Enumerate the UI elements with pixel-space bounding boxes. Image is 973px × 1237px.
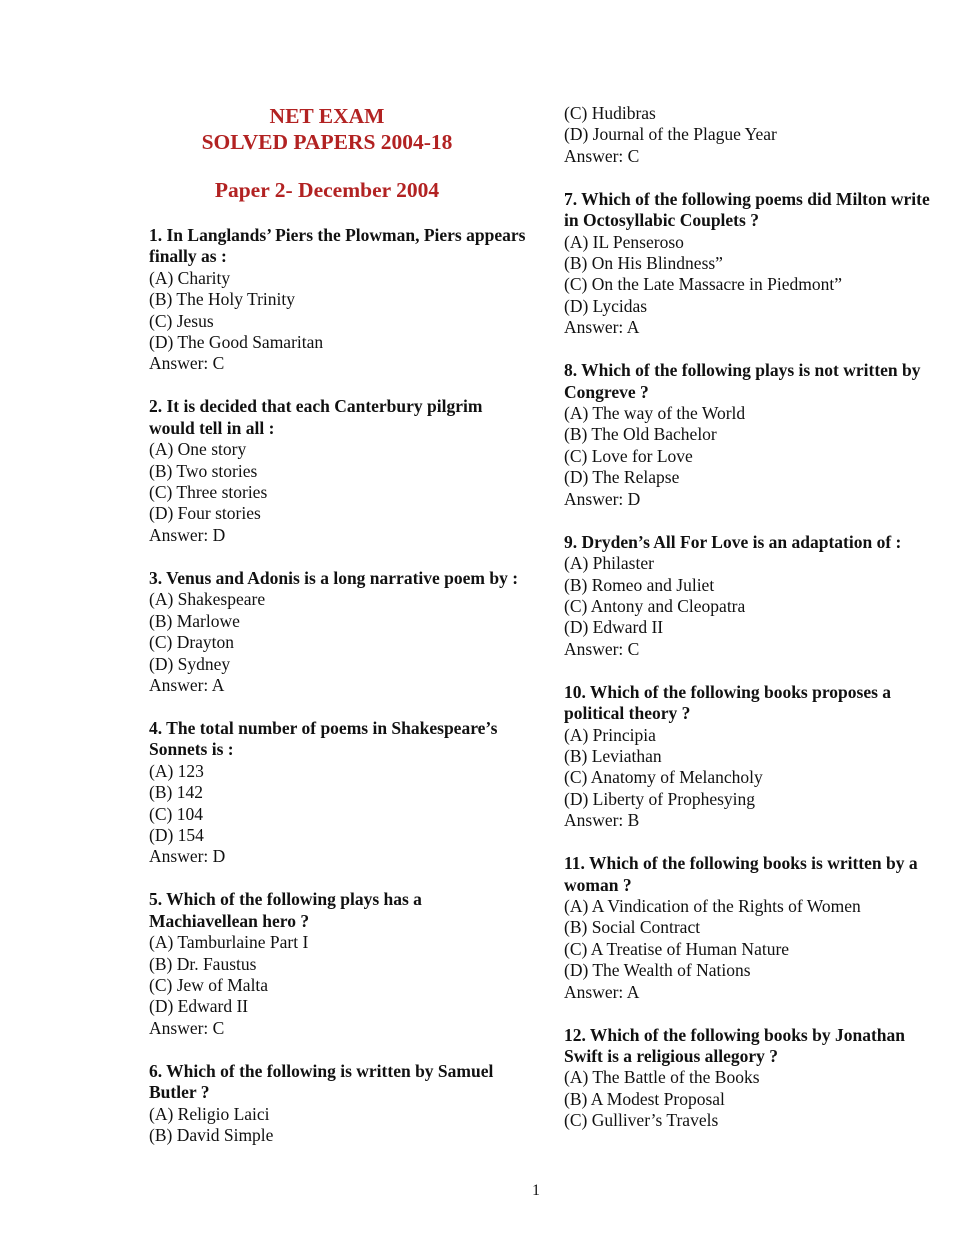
option: (B) Dr. Faustus: [149, 953, 257, 974]
option: (C) Jesus: [149, 310, 214, 331]
answer: Answer: D: [149, 846, 226, 867]
answer: Answer: D: [149, 524, 226, 545]
option: (A) Principia: [564, 724, 656, 745]
question-7: [564, 189, 934, 339]
question-1: [149, 225, 529, 375]
option: (C) On the Late Massacre in Piedmont”: [564, 274, 842, 295]
option: (C) Antony and Cleopatra: [564, 595, 746, 616]
option: (C) Jew of Malta: [149, 974, 269, 995]
option: (D) 154: [149, 824, 204, 845]
left-question-list: [149, 225, 529, 1146]
question-6-continued: [564, 103, 934, 167]
option: (C) Anatomy of Melancholy: [564, 767, 763, 788]
question-text: 7. Which of the following poems did Milton write in Octosyllabic Couplets ?: [564, 188, 930, 231]
option: (A) The Battle of the Books: [564, 1067, 760, 1088]
option: (C) Drayton: [149, 632, 235, 653]
header-subtitle: SOLVED PAPERS 2004-18: [201, 130, 453, 154]
answer: Answer: A: [564, 981, 640, 1002]
answer: Answer: A: [564, 317, 640, 338]
option: (C) Three stories: [149, 482, 268, 503]
option: (A) The way of the World: [564, 403, 746, 424]
answer: Answer: B: [564, 810, 640, 831]
question-3: [149, 568, 529, 696]
left-column: [149, 103, 529, 1168]
question-text: 12. Which of the following books by Jonathan Swift is a religious allegory ?: [564, 1024, 906, 1066]
paper-title: Paper 2- December 2004: [214, 178, 440, 202]
right-question-list: [564, 189, 934, 1132]
question-text: 1. In Langlands’ Piers the Plowman, Piers appears finally as :: [149, 225, 526, 267]
question-10: [564, 682, 934, 832]
option: (D) The Relapse: [564, 467, 680, 488]
answer: Answer: C: [149, 353, 225, 374]
answer: Answer: A: [149, 674, 225, 695]
question-text: 8. Which of the following plays is not written by Congreve ?: [564, 360, 921, 402]
question-text: 2. It is decided that each Canterbury pilgrim would tell in all :: [149, 396, 483, 438]
option: (A) Religio Laici: [149, 1103, 270, 1124]
answer: Answer: C: [564, 145, 640, 166]
option: (B) Social Contract: [564, 917, 701, 938]
header: [149, 103, 505, 203]
option: (A) A Vindication of the Rights of Women: [564, 895, 861, 916]
question-9: [564, 532, 934, 660]
option: (B) Romeo and Juliet: [564, 574, 715, 595]
page-number: 1: [532, 1182, 540, 1199]
option: (D) The Wealth of Nations: [564, 960, 751, 981]
option: (B) 142: [149, 782, 203, 803]
question-2: [149, 396, 529, 546]
option: (A) One story: [149, 439, 247, 460]
answer: Answer: D: [564, 488, 641, 509]
question-text: 9. Dryden’s All For Love is an adaptation of :: [564, 531, 902, 552]
option: (B) David Simple: [149, 1125, 274, 1145]
question-12: [564, 1025, 934, 1132]
option: (B) On His Blindness”: [564, 253, 723, 274]
option: (A) Tamburlaine Part I: [149, 932, 309, 953]
option: (C) 104: [149, 803, 203, 824]
option: (B) Marlowe: [149, 610, 240, 631]
option: (D) Edward II: [149, 996, 249, 1017]
option: (B) A Modest Proposal: [564, 1088, 725, 1109]
option: (C) Hudibras: [564, 103, 656, 123]
question-text: 4. The total number of poems in Shakespeare’s Sonnets is :: [149, 717, 498, 760]
question-text: 3. Venus and Adonis is a long narrative poem by :: [149, 567, 519, 588]
option: (B) Leviathan: [564, 745, 662, 766]
question-text: 6. Which of the following is written by Samuel Butler ?: [149, 1060, 494, 1103]
option: (D) Four stories: [149, 503, 261, 524]
option: (A) 123: [149, 760, 204, 781]
question-8: [564, 360, 934, 510]
question-text: 11. Which of the following books is written by a woman ?: [564, 853, 918, 895]
option: (B) The Holy Trinity: [149, 289, 296, 310]
option: (A) Philaster: [564, 553, 654, 574]
option: (D) Lycidas: [564, 295, 648, 316]
option: (A) Charity: [149, 267, 231, 288]
question-5: [149, 889, 529, 1039]
answer: Answer: C: [564, 638, 640, 659]
option: (C) Gulliver’s Travels: [564, 1110, 719, 1131]
question-text: 10. Which of the following books proposes a political theory ?: [564, 681, 892, 724]
question-text: 5. Which of the following plays has a Machiavellean hero ?: [149, 889, 422, 931]
option: (B) The Old Bachelor: [564, 424, 717, 445]
option: (D) The Good Samaritan: [149, 332, 324, 353]
header-title: NET EXAM: [269, 104, 385, 128]
question-6: [149, 1061, 529, 1147]
right-column: [564, 103, 934, 1153]
option: (B) Two stories: [149, 460, 258, 481]
option: (D) Journal of the Plague Year: [564, 124, 777, 145]
option: (D) Sydney: [149, 653, 231, 674]
question-4: [149, 718, 529, 868]
option: (D) Edward II: [564, 617, 664, 638]
question-11: [564, 853, 934, 1003]
option: (A) IL Penseroso: [564, 231, 684, 252]
option: (C) A Treatise of Human Nature: [564, 938, 790, 959]
answer: Answer: C: [149, 1017, 225, 1038]
option: (A) Shakespeare: [149, 589, 266, 610]
option: (D) Liberty of Prophesying: [564, 788, 756, 809]
option: (C) Love for Love: [564, 445, 693, 466]
